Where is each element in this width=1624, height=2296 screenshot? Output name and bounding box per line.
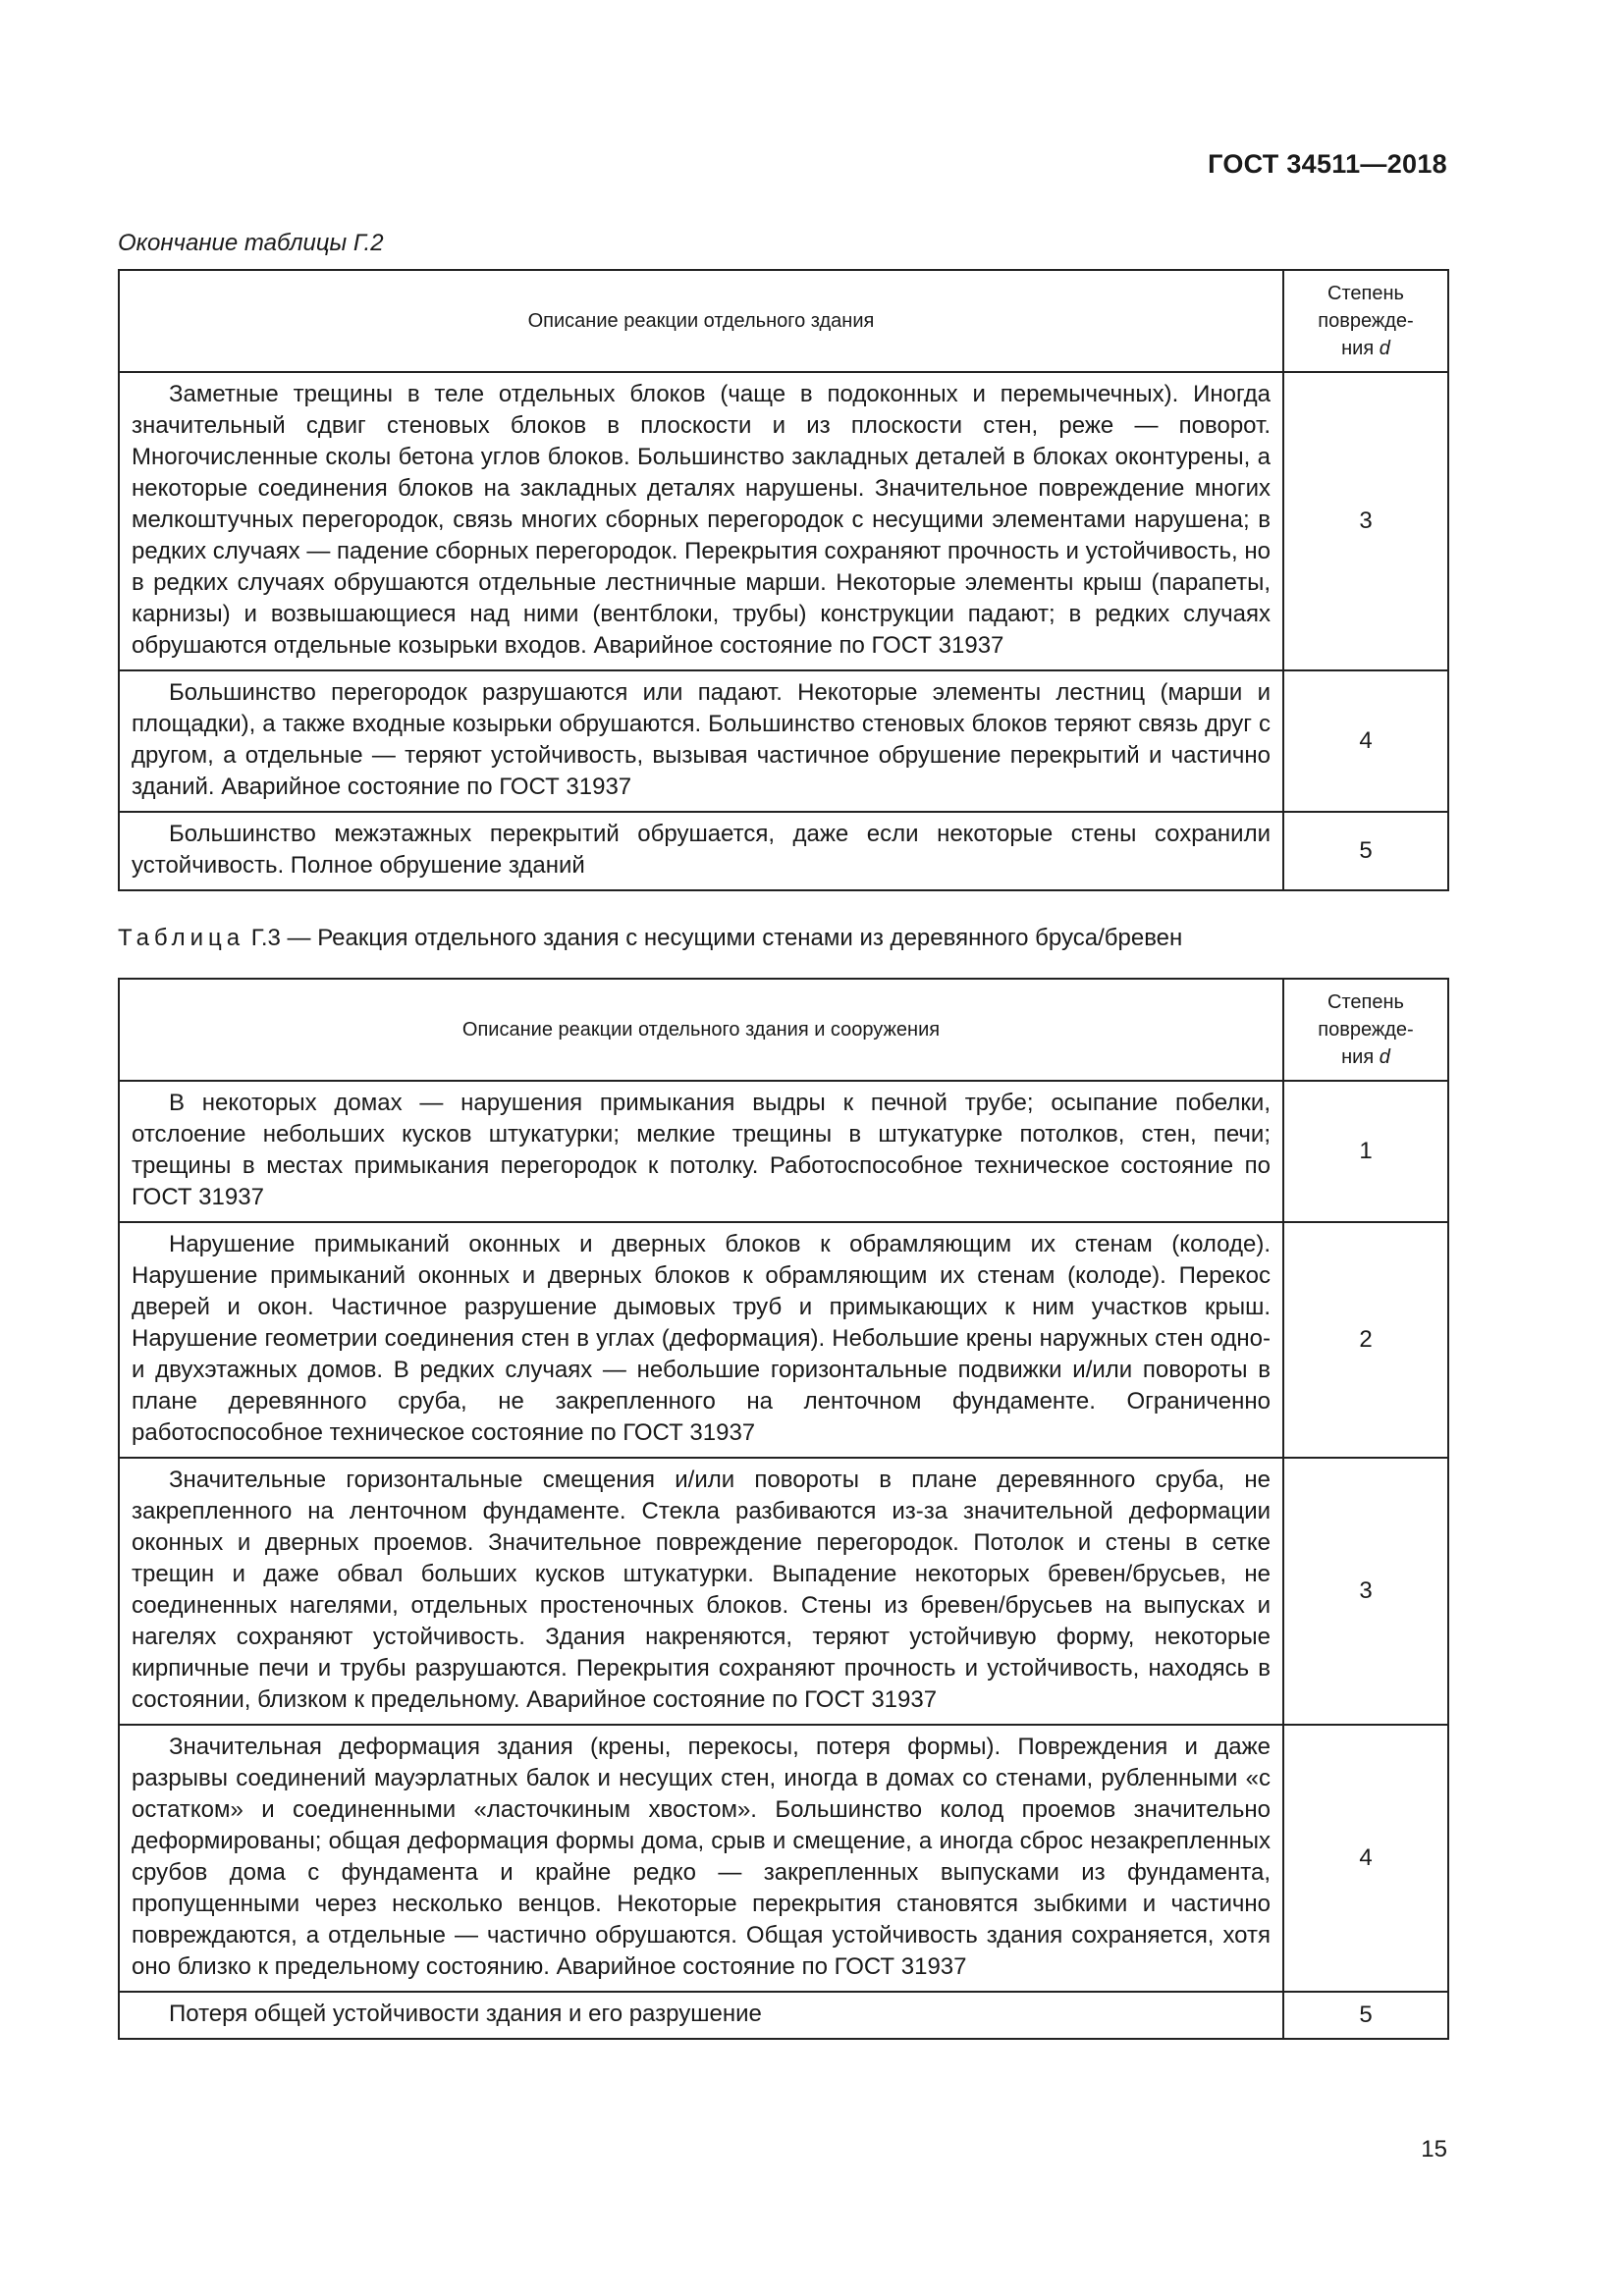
standard-code: ГОСТ 34511—2018 [1208,149,1447,179]
damage-degree: 1 [1283,1081,1448,1222]
caption-word: Таблица [118,925,245,951]
page-number: 15 [1421,2136,1447,2163]
degree-symbol: d [1379,1046,1390,1068]
table-row [119,1725,1448,1992]
degree-header-line3: ния [1341,1046,1375,1068]
column-header-description: Описание реакции отдельного здания [119,270,1283,372]
damage-degree: 3 [1283,372,1448,670]
damage-degree: 5 [1283,812,1448,890]
degree-header-line1: Степень [1327,991,1404,1013]
damage-degree: 3 [1283,1458,1448,1725]
damage-description: Большинство перегородок разрушаются или падают. Некоторые элементы лестниц (марши и площадки), а также входные козырьки обрушаются. Большинство стеновых блоков теряют связь друг с другом, а отдельные — теряют устойчивость, вызывая частичное обрушение перекрытий и частично зданий. Аварийное состояние по ГОСТ 31937 [119,670,1283,812]
degree-header-line3: ния [1341,338,1375,359]
damage-description: Значительная деформация здания (крены, перекосы, потеря формы). Повреждения и даже разрывы соединений мауэрлатных балок и несущих стен, иногда в домах со стенами, рубленными «с остатком» и соединенными «ласточкиным хвостом». Большинство колод проемов значительно деформированы; общая деформация формы дома, срыв и смещение, а иногда сброс незакрепленных срубов дома с фундамента и крайне редко — закрепленных выпусками из фундамента, пропущенными через несколько венцов. Некоторые перекрытия становятся зыбкими и частично повреждаются, а отдельные — частично обрушаются. Общая устойчивость здания сохраняется, хотя оно близко к предельному состоянию. Аварийное состояние по ГОСТ 31937 [119,1725,1283,1992]
table-g3 [118,978,1449,2040]
table-row [119,1992,1448,2039]
damage-description: Нарушение примыканий оконных и дверных блоков к обрамляющим их стенам (колоде). Нарушение примыканий оконных и дверных блоков к обрамляющим их стенам (колоде). Перекос дверей и окон. Частичное разрушение дымовых труб и примыкающих к ним участков крыш. Нарушение геометрии соединения стен в углах (деформация). Небольшие крены наружных стен одно- и двухэтажных домов. В редких случаях — небольшие горизонтальные подвижки и/или повороты в плане деревянного сруба, не закрепленного на ленточном фундаменте. Ограниченно работоспособное техническое состояние по ГОСТ 31937 [119,1222,1283,1458]
damage-degree: 4 [1283,670,1448,812]
table-row [119,1458,1448,1725]
damage-degree: 5 [1283,1992,1448,2039]
table-header-row [119,270,1448,372]
degree-header-line2: поврежде- [1318,1019,1414,1041]
table-row [119,1081,1448,1222]
damage-description: Заметные трещины в теле отдельных блоков (чаще в подоконных и перемычечных). Иногда значительный сдвиг стеновых блоков в плоскости и из плоскости стен, реже — поворот. Многочисленные сколы бетона углов блоков. Большинство закладных деталей в блоках оконтурены, а некоторые соединения блоков на закладных деталях нарушены. Значительное повреждение многих мелкоштучных перегородок, связь многих сборных перегородок с несущими элементами нарушена; в редких случаях — падение сборных перегородок. Перекрытия сохраняют прочность и устойчивость, но в редких случаях обрушаются отдельные лестничные марши. Некоторые элементы крыш (парапеты, карнизы) и возвышающиеся над ними (вентблоки, трубы) конструкции падают; в редких случаях обрушаются отдельные козырьки входов. Аварийное состояние по ГОСТ 31937 [119,372,1283,670]
table-g3-caption [118,925,1182,952]
damage-description: Значительные горизонтальные смещения и/или повороты в плане деревянного сруба, не закрепленного на ленточном фундаменте. Стекла разбиваются из-за значительной деформации оконных и дверных проемов. Значительное повреждение перегородок. Потолок и стены в сетке трещин и даже обвал больших кусков штукатурки. Выпадение некоторых бревен/брусьев, не соединенных нагелями, отдельных простеночных блоков. Стены из бревен/брусьев на выпусках и нагелях сохраняют устойчивость. Здания накреняются, теряют устойчивую форму, некоторые кирпичные печи и трубы разрушаются. Перекрытия сохраняют прочность и устойчивость, находясь в состоянии, близком к предельному. Аварийное состояние по ГОСТ 31937 [119,1458,1283,1725]
table-row [119,372,1448,670]
column-header-degree [1283,270,1448,372]
caption-text: Г.3 — Реакция отдельного здания с несущими стенами из деревянного бруса/бревен [250,925,1183,951]
table-row [119,670,1448,812]
damage-degree: 2 [1283,1222,1448,1458]
damage-description: Потеря общей устойчивости здания и его разрушение [119,1992,1283,2039]
damage-description: В некоторых домах — нарушения примыкания выдры к печной трубе; осыпание побелки, отслоение небольших кусков штукатурки; мелкие трещины в штукатурке потолков, стен, печи; трещины в местах примыкания перегородок к потолку. Работоспособное техническое состояние по ГОСТ 31937 [119,1081,1283,1222]
damage-degree: 4 [1283,1725,1448,1992]
column-header-degree [1283,979,1448,1081]
table-header-row [119,979,1448,1081]
table-row [119,1222,1448,1458]
degree-symbol: d [1379,338,1390,359]
table-row [119,812,1448,890]
column-header-description: Описание реакции отдельного здания и сооружения [119,979,1283,1081]
damage-description: Большинство межэтажных перекрытий обрушается, даже если некоторые стены сохранили устойчивость. Полное обрушение зданий [119,812,1283,890]
degree-header-line1: Степень [1327,283,1404,304]
table-continuation-label: Окончание таблицы Г.2 [118,230,384,256]
degree-header-line2: поврежде- [1318,310,1414,332]
table-g2 [118,269,1449,891]
